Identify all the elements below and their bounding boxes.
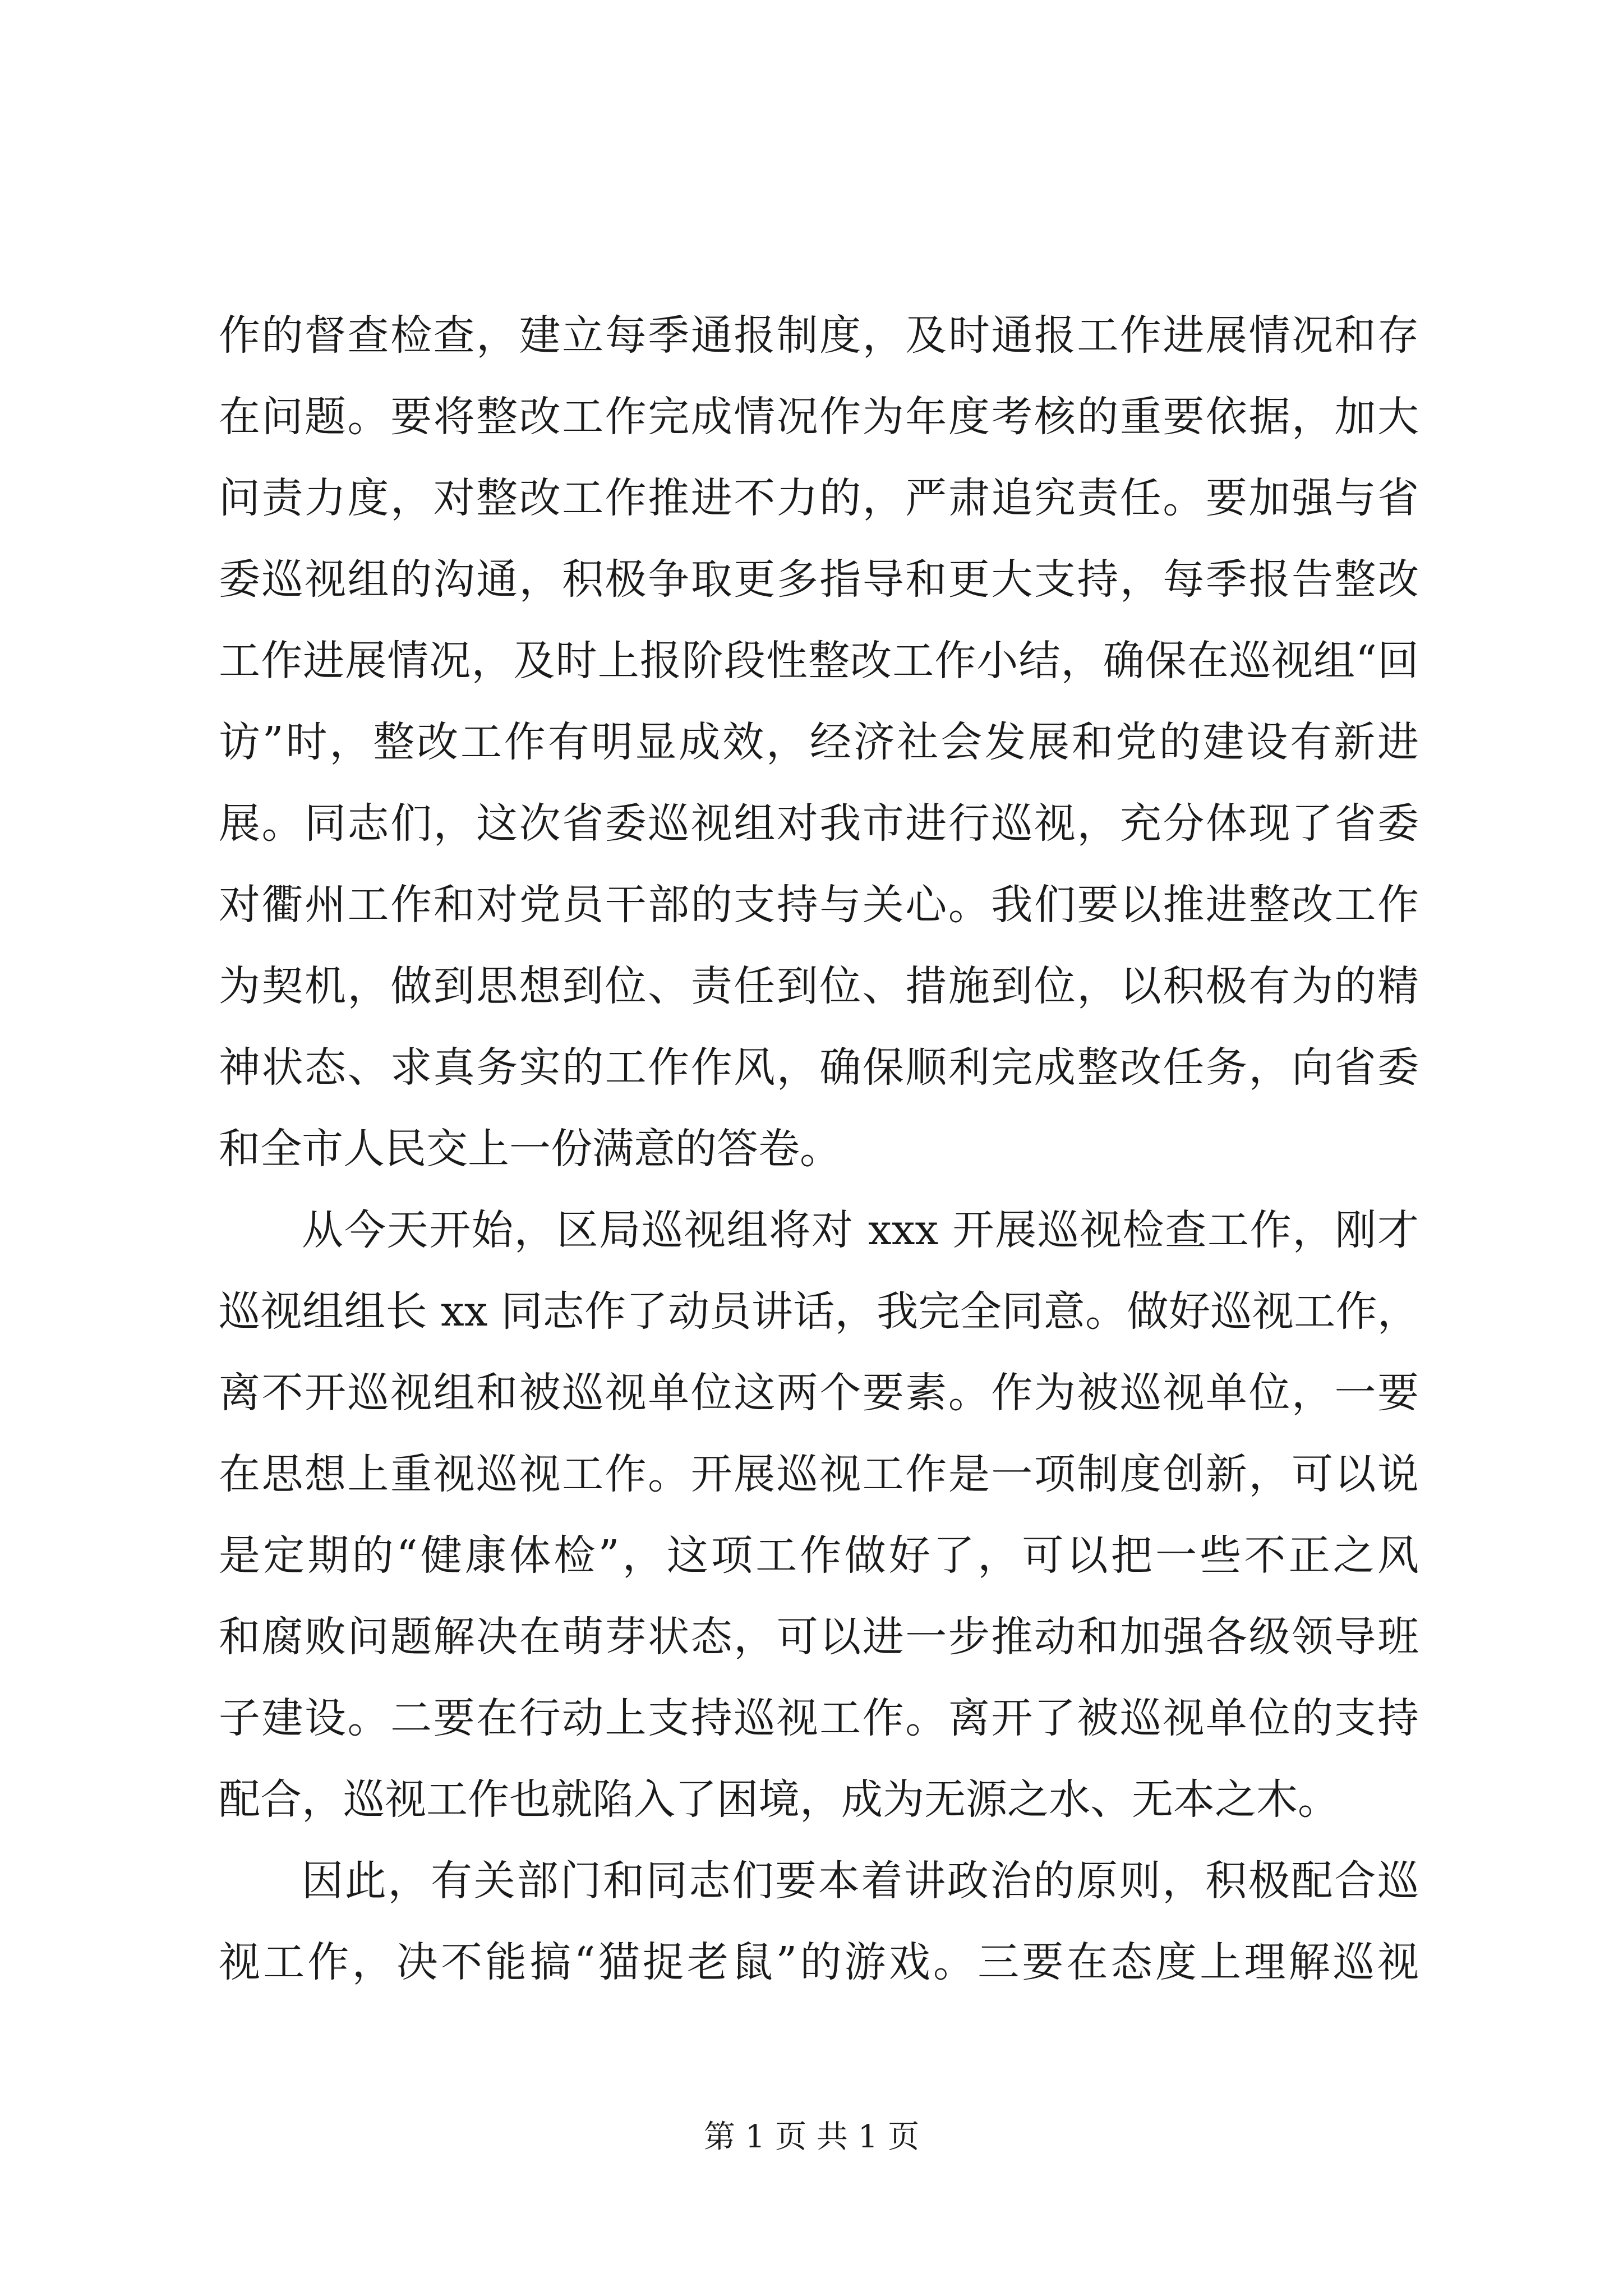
paragraph-2-line-7: 子建设。二要在行动上支持巡视工作。离开了被巡视单位的支持 [219,1694,1419,1742]
paragraph-1-line-1: 作的督查检查，建立每季通报制度，及时通报工作进展情况和存 [219,311,1419,360]
paragraph-2-line-2: 巡视组组长 xx 同志作了动员讲话，我完全同意。做好巡视工作， [219,1287,1419,1336]
paragraph-2-line-6: 和腐败问题解决在萌芽状态，可以进一步推动和加强各级领导班 [219,1613,1419,1661]
paragraph-1-line-9: 为契机，做到思想到位、责任到位、措施到位，以积极有为的精 [219,962,1419,1010]
paragraph-2-line-1: 从今天开始，区局巡视组将对 xxx 开展巡视检查工作，刚才 [302,1206,1419,1254]
paragraph-1-line-2: 在问题。要将整改工作完成情况作为年度考核的重要依据，加大 [219,393,1419,441]
paragraph-1-line-8: 对衢州工作和对党员干部的支持与关心。我们要以推进整改工作 [219,881,1419,929]
paragraph-3-line-2: 视工作，决不能搞“猫捉老鼠”的游戏。三要在态度上理解巡视 [219,1938,1419,1986]
paragraph-2-line-5: 是定期的“健康体检”，这项工作做好了，可以把一些不正之风 [219,1531,1419,1580]
paragraph-1-line-5: 工作进展情况，及时上报阶段性整改工作小结，确保在巡视组“回 [219,637,1419,685]
paragraph-2-line-3: 离不开巡视组和被巡视单位这两个要素。作为被巡视单位，一要 [219,1369,1419,1417]
paragraph-1-line-6: 访”时，整改工作有明显成效，经济社会发展和党的建设有新进 [219,718,1419,766]
paragraph-3-line-1: 因此，有关部门和同志们要本着讲政治的原则，积极配合巡 [302,1857,1419,1905]
paragraph-1-line-10: 神状态、求真务实的工作作风，确保顺利完成整改任务，向省委 [219,1043,1419,1092]
paragraph-2-line-4: 在思想上重视巡视工作。开展巡视工作是一项制度创新，可以说 [219,1450,1419,1498]
paragraph-1-line-4: 委巡视组的沟通，积极争取更多指导和更大支持，每季报告整改 [219,555,1419,604]
paragraph-1-line-3: 问责力度，对整改工作推进不力的，严肃追究责任。要加强与省 [219,474,1419,522]
paragraph-1-line-11: 和全市人民交上一份满意的答卷。 [219,1125,841,1173]
page-footer: 第 1 页 共 1 页 [703,2119,920,2155]
paragraph-1-line-7: 展。同志们，这次省委巡视组对我市进行巡视，充分体现了省委 [219,799,1419,848]
paragraph-2-line-8: 配合，巡视工作也就陷入了困境，成为无源之水、无本之木。 [219,1775,1339,1824]
